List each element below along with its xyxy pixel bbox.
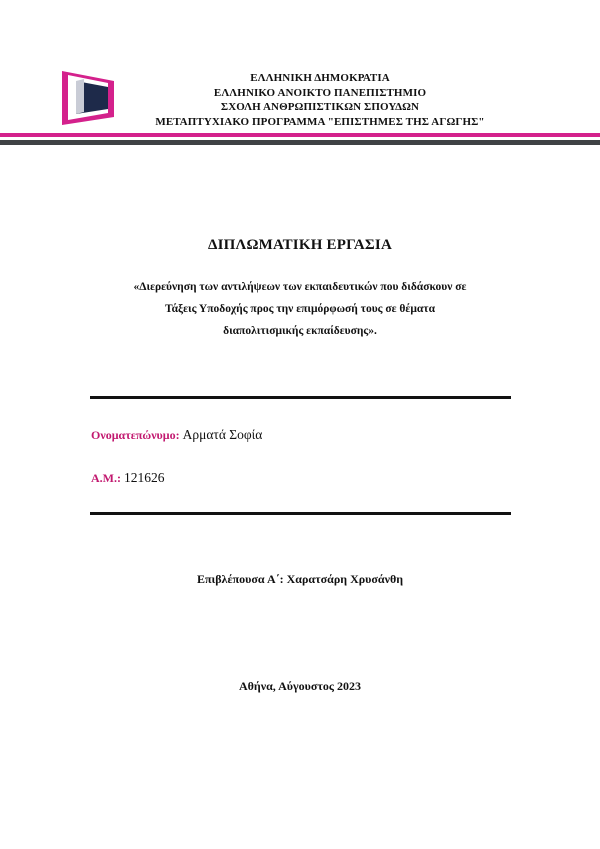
header-divider-pink — [0, 133, 600, 137]
header-line-university: ΕΛΛΗΝΙΚΟ ΑΝΟΙΚΤΟ ΠΑΝΕΠΙΣΤΗΜΙΟ — [213, 86, 427, 99]
student-block-bottom-divider — [90, 512, 511, 515]
student-id-value: 121626 — [124, 470, 165, 485]
student-block-top-divider — [90, 396, 511, 399]
student-name-value: Αρματά Σοφία — [182, 427, 263, 442]
institution-header — [120, 71, 520, 129]
student-id-row — [91, 470, 165, 486]
student-name-label: Ονοματεπώνυμο: — [91, 428, 183, 442]
university-logo-icon — [62, 71, 114, 125]
header-line-school: ΣΧΟΛΗ ΑΝΘΡΩΠΙΣΤΙΚΩΝ ΣΠΟΥΔΩΝ — [220, 101, 420, 113]
document-type-title: ΔΙΠΛΩΜΑΤΙΚΗ ΕΡΓΑΣΙΑ — [208, 237, 392, 253]
header-divider-dark — [0, 140, 600, 145]
student-name-row — [91, 427, 262, 443]
thesis-subtitle-line-1: «Διερεύνηση των αντιλήψεων των εκπαιδευτικών που διδάσκουν σε — [133, 281, 467, 293]
header-line-program: ΜΕΤΑΠΤΥΧΙΑΚΟ ΠΡΟΓΡΑΜΜΑ "ΕΠΙΣΤΗΜΕΣ ΤΗΣ ΑΓΩΓΗΣ" — [155, 115, 485, 128]
place-and-date: Αθήνα, Αύγουστος 2023 — [239, 679, 361, 693]
student-id-label: Α.Μ.: — [91, 471, 124, 485]
thesis-subtitle-line-2: Τάξεις Υποδοχής προς την επιμόρφωσή τους σε θέματα — [164, 303, 436, 315]
thesis-subtitle-line-3: διαπολιτισμικής εκπαίδευσης». — [223, 325, 377, 337]
supervisor-line: Επιβλέπουσα Α΄: Χαρατσάρη Χρυσάνθη — [196, 572, 404, 586]
header-line-republic: ΕΛΛΗΝΙΚΗ ΔΗΜΟΚΡΑΤΙΑ — [250, 72, 390, 84]
thesis-subtitle — [90, 276, 510, 342]
